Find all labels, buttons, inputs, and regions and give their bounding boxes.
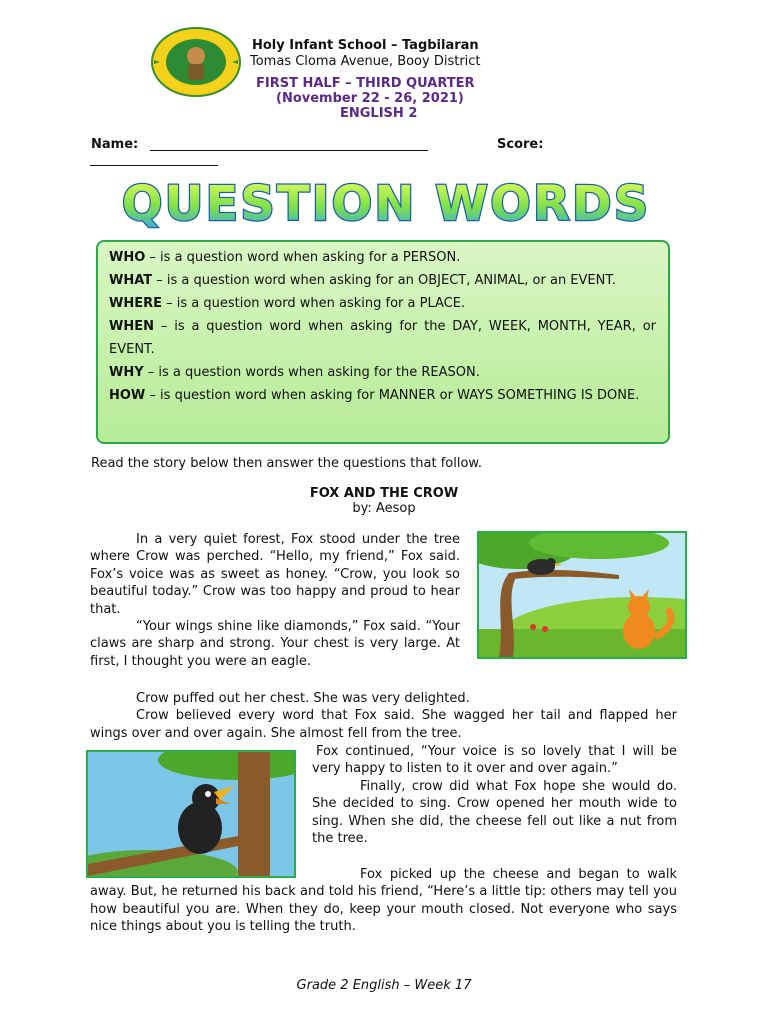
- fox-and-crow-illustration: [477, 531, 687, 659]
- story-block-2: [90, 690, 677, 742]
- name-label: Name:: [91, 137, 139, 152]
- definition-what: WHAT – is a question word when asking for an OBJECT, ANIMAL, or an EVENT.: [109, 273, 616, 288]
- story-block-4: [90, 866, 677, 936]
- definition-where: WHERE – is a question word when asking for a PLACE.: [109, 296, 466, 311]
- story-paragraph: Crow believed every word that Fox said. She wagged her tail and flapped her wings over and over again. She almost fell from the tree.: [90, 708, 677, 741]
- crow-illustration: [86, 750, 296, 878]
- school-address: Tomas Cloma Avenue, Booy District: [250, 54, 481, 69]
- school-name: Holy Infant School – Tagbilaran: [252, 38, 479, 53]
- instructions: Read the story below then answer the questions that follow.: [91, 456, 482, 471]
- school-logo: [150, 26, 242, 98]
- definition-why: WHY – is a question words when asking for the REASON.: [109, 365, 480, 380]
- name-field[interactable]: [150, 150, 428, 151]
- definition-when: WHEN – is a question word when asking for the DAY, WEEK, MONTH, YEAR, or EVENT.: [109, 319, 656, 357]
- story-paragraph: “Your wings shine like diamonds,” Fox said. “Your claws are sharp and strong. Your chest is very large. At first, I thought you were an eagle.: [90, 619, 460, 669]
- banner-title: QUESTION WORDS: [121, 176, 651, 232]
- story-block-3: [312, 743, 677, 847]
- story-paragraph: In a very quiet forest, Fox stood under the tree where Crow was perched. “Hello, my friend,” Fox said. Fox’s voice was as sweet as honey. “Crow, you look so beautiful today.” Crow was too happy and proud to hear that.: [90, 532, 460, 617]
- date-range: (November 22 - 26, 2021): [276, 91, 464, 106]
- story-paragraph: Fox continued, “Your voice is so lovely that I will be very happy to listen to it over and over again.”: [312, 744, 677, 777]
- score-field[interactable]: [90, 165, 218, 166]
- definitions-box: [96, 240, 670, 444]
- story-paragraph: Crow puffed out her chest. She was very delighted.: [136, 691, 470, 706]
- definition-who: WHO – is a question word when asking for a PERSON.: [109, 250, 461, 265]
- subject-label: ENGLISH 2: [340, 106, 418, 121]
- story-title: FOX AND THE CROW: [309, 486, 459, 501]
- title-banner: [112, 174, 660, 234]
- definition-how: HOW – is question word when asking for MANNER or WAYS SOMETHING IS DONE.: [109, 388, 640, 403]
- story-paragraph: Fox picked up the cheese and began to walk away. But, he returned his back and told his friend, “Here’s a little tip: others may tell you how beautiful you are. When they do, keep your mouth closed. Not everyone who says nice things about you is telling the truth.: [90, 867, 677, 935]
- score-label: Score:: [497, 137, 544, 152]
- page-footer: Grade 2 English – Week 17: [296, 978, 472, 993]
- story-paragraph: Finally, crow did what Fox hope she would do. She decided to sing. Crow opened her mouth wide to sing. When she did, the cheese fell out like a nut from the tree.: [312, 778, 677, 847]
- story-block-1: [90, 531, 460, 670]
- story-author: by: Aesop: [352, 501, 416, 516]
- quarter-label: FIRST HALF – THIRD QUARTER: [256, 76, 475, 91]
